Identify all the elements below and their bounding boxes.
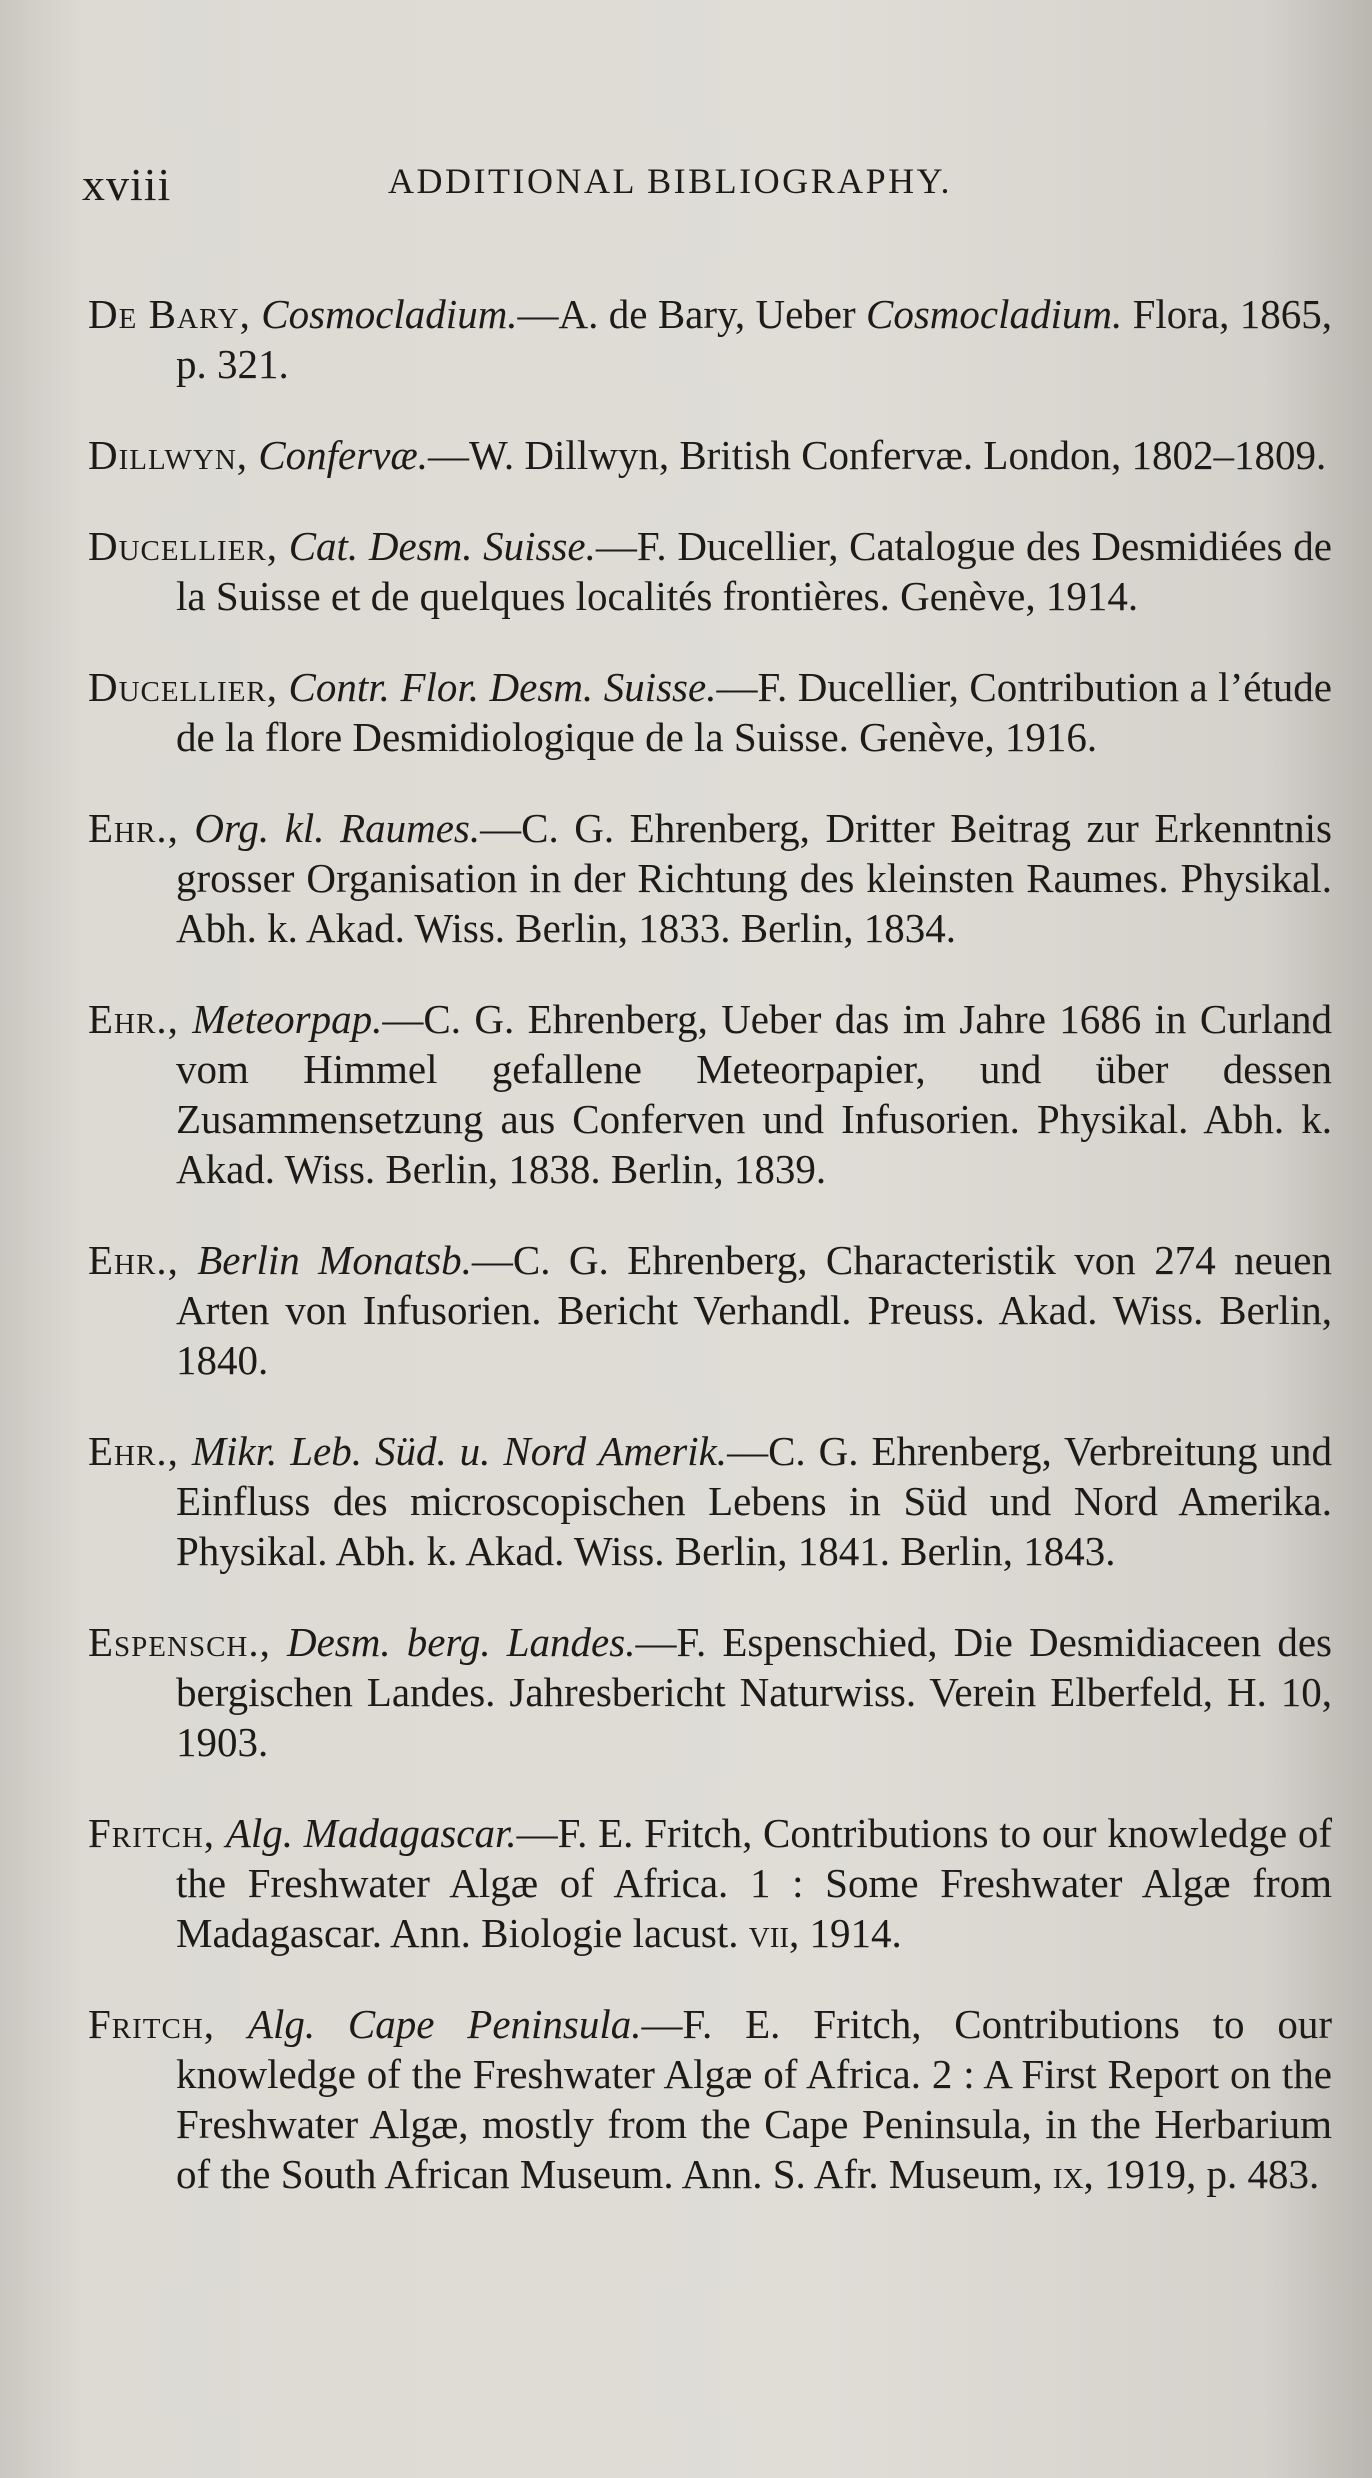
bibliography-entry [88,1808,1332,1958]
bibliography-entry [88,994,1332,1194]
entry-citation-italic: Cosmocladium. [866,291,1123,337]
bibliography-entry [88,1617,1332,1767]
entry-citation: , 1919, p. 483. [1083,2151,1320,2197]
entry-short-title: Meteorpap. [192,996,383,1042]
entry-short-title: Org. kl. Raumes. [194,805,481,851]
page-number: xviii [82,159,172,210]
entry-author: Ducellier, [88,664,279,710]
entry-volume: ix [1052,2151,1084,2197]
entry-short-title: Alg. Cape Peninsula. [247,2001,642,2047]
entry-citation: —F. Ducellier, Contribution a l’étude de la flore Desmidiologique de la Suisse. Genève, 1916. [176,664,1333,760]
entry-short-title: Berlin Monatsb. [197,1237,472,1283]
entry-citation: —F. Ducellier, Catalogue des Desmidiées de la Suisse et de quelques localités frontières. Genève, 1914. [176,523,1332,619]
entry-citation: , 1914. [789,1910,902,1956]
entry-short-title: Cosmocladium. [261,291,518,337]
entry-author: Dillwyn, [88,432,249,478]
entry-citation: —F. E. Fritch, Contributions to our knowledge of the Freshwater Algæ of Africa. 1 : Some Freshwater Algæ from Madagascar. Ann. Biologie lacust. [176,1810,1333,1956]
entry-author: Espensch., [88,1619,271,1665]
entry-author: Fritch, [88,1810,216,1856]
entry-author: Ehr., [88,996,179,1042]
entry-author: Ehr., [88,805,179,851]
entry-short-title: Cat. Desm. Suisse. [288,523,596,569]
entry-author: Fritch, [88,2001,216,2047]
running-head [82,152,1322,212]
entry-citation: —C. G. Ehrenberg, Characteristik von 274 neuen Arten von Infusorien. Bericht Verhandl. Preuss. Akad. Wiss. Berlin, 1840. [176,1237,1333,1383]
entry-short-title: Mikr. Leb. Süd. u. Nord Amerik. [191,1428,728,1474]
bibliography-entry [88,803,1332,953]
entry-citation: —W. Dillwyn, British Confervæ. London, 1802–1809. [428,432,1327,478]
entry-author: De Bary, [88,291,251,337]
entry-citation: —F. E. Fritch, Contributions to our knowledge of the Freshwater Algæ of Africa. 2 : A First Report on the Freshwater Algæ, mostly from the Cape Peninsula, in the Herbarium of the South African Museum. Ann. S. Afr. Museum, [176,2001,1332,2197]
page-title: ADDITIONAL BIBLIOGRAPHY. [388,161,952,201]
entry-short-title: Desm. berg. Landes. [287,1619,636,1665]
bibliography-entry [88,521,1332,621]
entry-citation: —C. G. Ehrenberg, Verbreitung und Einfluss des microscopischen Lebens in Süd und Nord Amerika. Physikal. Abh. k. Akad. Wiss. Berlin, 1841. Berlin, 1843. [176,1428,1332,1574]
entry-author: Ehr., [88,1428,179,1474]
entry-volume: vii [748,1910,790,1956]
entry-author: Ehr., [88,1237,179,1283]
bibliography-entry [88,1235,1332,1385]
entry-author: Ducellier, [88,523,279,569]
entry-citation: —A. de Bary, Ueber [517,291,866,337]
bibliography-entry [88,1426,1332,1576]
bibliography-list [88,248,1332,2230]
entry-short-title: Contr. Flor. Desm. Suisse. [288,664,717,710]
bibliography-entry [88,289,1332,389]
bibliography-entry [88,1999,1332,2199]
bibliography-entry [88,430,1332,480]
entry-short-title: Confervæ. [258,432,428,478]
entry-citation: —F. Espenschied, Die Desmidiaceen des bergischen Landes. Jahresbericht Naturwiss. Verein Elberfeld, H. 10, 1903. [176,1619,1332,1765]
entry-citation: —C. G. Ehrenberg, Ueber das im Jahre 1686 in Curland vom Himmel gefallene Meteorpapier, und über dessen Zusammensetzung aus Conferven und Infusorien. Physikal. Abh. k. Akad. Wiss. Berlin, 1838. Berlin, 1839. [176,996,1332,1192]
bibliography-entry [88,662,1332,762]
entry-citation: Flora, 1865, p. 321. [176,291,1333,387]
entry-citation: —C. G. Ehrenberg, Dritter Beitrag zur Erkenntnis grosser Organisation in der Richtung des kleinsten Raumes. Physikal. Abh. k. Akad. Wiss. Berlin, 1833. Berlin, 1834. [176,805,1332,951]
entry-short-title: Alg. Madagascar. [225,1810,517,1856]
